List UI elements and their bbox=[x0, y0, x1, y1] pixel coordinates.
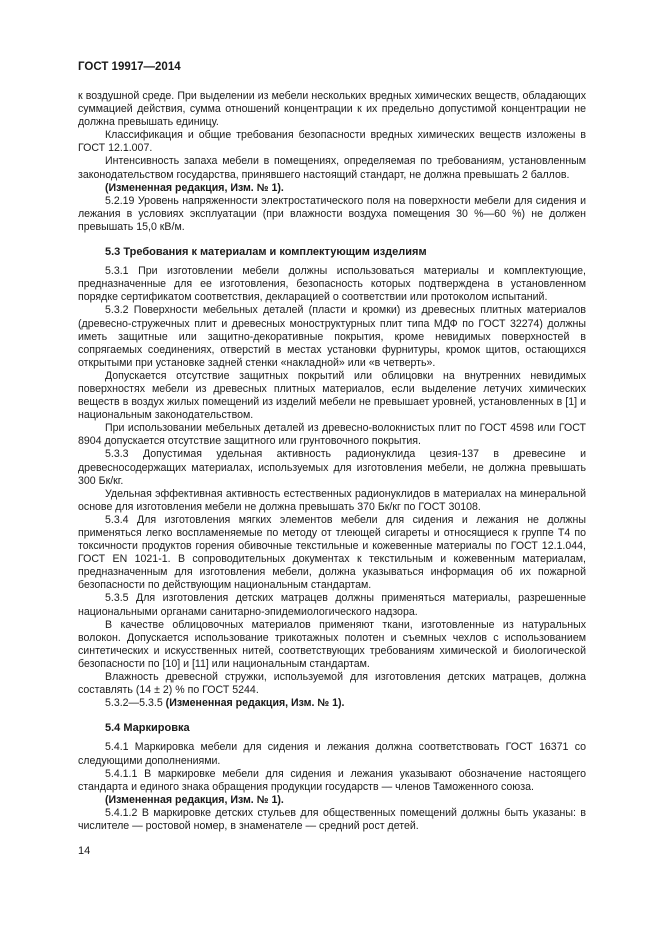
amendment-note: (Измененная редакция, Изм. № 1). bbox=[105, 793, 284, 806]
section-heading-5-3: 5.3 Требования к материалам и комплектующим изделиям bbox=[105, 246, 427, 259]
section-heading-5-4: 5.4 Маркировка bbox=[105, 722, 190, 735]
clause-5-4-1: 5.4.1 Маркировка мебели для сидения и лежания должна соответствовать ГОСТ 16371 со следующими дополнениями. bbox=[78, 741, 586, 767]
amendment-note: (Измененная редакция, Изм. № 1). bbox=[105, 181, 284, 194]
clause-5-3-5: 5.3.5 Для изготовления детских матрацев должны применяться материалы, разрешенные национальными органами санитарно-эпидемиологического надзора. bbox=[78, 592, 586, 618]
paragraph: Классификация и общие требования безопасности вредных химических веществ изложены в ГОСТ 12.1.007. bbox=[78, 129, 586, 155]
page-body bbox=[78, 90, 586, 833]
amendment-label: (Измененная редакция, Изм. № 1). bbox=[165, 697, 345, 710]
clause-5-3-1: 5.3.1 При изготовлении мебели должны использоваться материалы и комплектующие, предназначенные для ее изготовления, безопасность которых подтверждена в установленном порядке сертификатом соответствия, декларацией о соответствии или протоколом испытаний. bbox=[78, 265, 586, 304]
clause-5-3-4: 5.3.4 Для изготовления мягких элементов мебели для сидения и лежания не должны применяться легко воспламеняемые по методу от тлеющей сигареты и относящиеся к группе Т4 по токсичности продуктов горения обивочные текстильные и кожевенные материалы по ГОСТ 12.1.044, ГОСТ EN 1021-1. В сопроводительных документах к текстильным и кожевенным материалам, предназначенным для изготовления мебели, должна указываться информация об их пожарной безопасности по действующим национальным стандартам. bbox=[78, 513, 586, 592]
paragraph: к воздушной среде. При выделении из мебели нескольких вредных химических веществ, обладающих суммацией действия, сумма отношений концентрации к их предельно допустимой концентрации не должна превышать единицу. bbox=[78, 90, 586, 129]
clause-5-3-3: 5.3.3 Допустимая удельная активность радионуклида цезия-137 в древесине и древесносодержащих материалах, используемых для изготовления мебели, не должна превышать 300 Бк/кг. bbox=[78, 448, 586, 487]
paragraph: Интенсивность запаха мебели в помещениях, определяемая по требованиям, установленным законодательством государства, принявшего настоящий стандарт, не должна превышать 2 баллов. bbox=[78, 155, 586, 181]
paragraph: Допускается отсутствие защитных покрытий или облицовки на внутренних невидимых поверхностях мебели из древесных плитных материалов, если выделение летучих химических веществ в воздух жилых помещений из изделий мебели не превышает уровней, установленных в [1] и национальным законодательством. bbox=[78, 369, 586, 422]
paragraph: В качестве облицовочных материалов применяют ткани, изготовленные из натуральных волокон. Допускается использование трикотажных полотен и съемных чехлов с использованием синтетических и искусственных нитей, соответствующих требованиям химической и биологической безопасности по [10] и [11] или национальным стандартам. bbox=[78, 618, 586, 670]
paragraph: Удельная эффективная активность естественных радионуклидов в материалах на минеральной основе для изготовления мебели не должна превышать 370 Бк/кг по ГОСТ 30108. bbox=[78, 487, 586, 513]
clause-range: 5.3.2—5.3.5 bbox=[105, 697, 166, 710]
clause-5-2-19: 5.2.19 Уровень напряженности электростатического поля на поверхности мебели для сидения и лежания в условиях эксплуатации (при влажности воздуха помещения 30 %—60 %) не должен превышать 15,0 кВ/м. bbox=[78, 194, 586, 233]
paragraph: Влажность древесной стружки, используемой для изготовления детских матрацев, должна составлять (14 ± 2) % по ГОСТ 5244. bbox=[78, 671, 586, 697]
paragraph: При использовании мебельных деталей из древесно-волокнистых плит по ГОСТ 4598 или ГОСТ 8904 допускается отсутствие защитного или грунтовочного покрытия. bbox=[78, 422, 586, 448]
amendment-note bbox=[78, 697, 586, 710]
clause-5-4-1-2: 5.4.1.2 В маркировке детских стульев для общественных помещений должны быть указаны: в числителе — ростовой номер, в знаменателе — средний рост детей. bbox=[78, 806, 586, 832]
page-number: 14 bbox=[78, 845, 91, 857]
standard-header: ГОСТ 19917—2014 bbox=[78, 61, 181, 73]
clause-5-3-2: 5.3.2 Поверхности мебельных деталей (пласти и кромки) из древесных плитных материалов (древесно-стружечных плит и древесных моноструктурных плит типа МДФ по ГОСТ 32274) должны иметь защитные или защитно-декоративные покрытия, кроме невидимых поверхностей в сопрягаемых соединениях, отверстий в местах установки фурнитуры, кромок щитов, остающихся открытыми при установке задней стенки «накладной» или «в четверть». bbox=[78, 304, 586, 369]
clause-5-4-1-1: 5.4.1.1 В маркировке мебели для сидения и лежания указывают обозначение настоящего стандарта и единого знака обращения продукции государств — членов Таможенного союза. bbox=[78, 767, 586, 793]
